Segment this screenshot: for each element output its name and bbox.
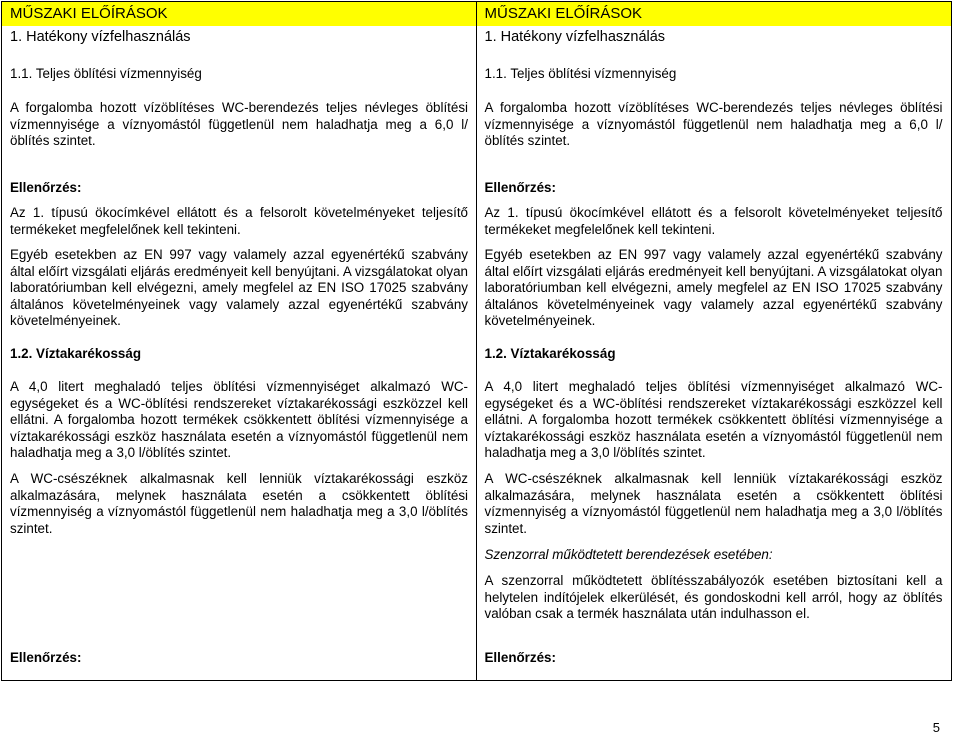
column-title: MŰSZAKI ELŐÍRÁSOK (477, 2, 952, 26)
paragraph-2: Az 1. típusú ökocímkével ellátott és a felsorolt követelményeket teljesítő termékeket megfelelőnek kell tekinteni. (484, 205, 943, 237)
column-subtitle: 1. Hatékony vízfelhasználás (10, 29, 191, 45)
check-label-2: Ellenőrzés: (484, 650, 556, 665)
sensor-heading: Szenzorral működtetett berendezések esetében: (484, 547, 773, 562)
section-1-1-heading: 1.1. Teljes öblítési vízmennyiség (484, 66, 677, 81)
paragraph-1: A forgalomba hozott vízöblítéses WC-berendezés teljes névleges öblítési vízmennyisége a víznyomástól függetlenül nem haladhatja meg a 6,0 l/öblítés szintet. (484, 100, 943, 148)
check-label-2: Ellenőrzés: (10, 650, 82, 665)
paragraph-5: A WC-csészéknek alkalmasnak kell lenniük víztakarékossági eszköz alkalmazására, melynek használata esetén a csökkentett öblítési vízmennyiség a víznyomástól függetlenül nem haladhatja meg a 3,0 l/öblítés szintet. (484, 471, 943, 536)
page-number: 5 (932, 720, 940, 735)
paragraph-5: A WC-csészéknek alkalmasnak kell lenniük víztakarékossági eszköz alkalmazására, melynek használata esetén a csökkentett öblítési vízmennyiség a víznyomástól függetlenül nem haladhatja meg a 3,0 l/öblítés szintet. (10, 471, 468, 536)
right-column (477, 2, 952, 680)
paragraph-4: A 4,0 litert meghaladó teljes öblítési vízmennyiséget alkalmazó WC-egységeket és a WC-öblítési rendszereket víztakarékossági eszközzel kell ellátni. A forgalomba hozott termékek csökkentett öblítési vízmennyisége a víztakarékossági eszköz használata esetén a víznyomástól függetlenül nem haladhatja meg a 3,0 l/öblítés szintet. (10, 379, 468, 460)
paragraph-2: Az 1. típusú ökocímkével ellátott és a felsorolt követelményeket teljesítő termékeket megfelelőnek kell tekinteni. (10, 205, 468, 237)
column-title: MŰSZAKI ELŐÍRÁSOK (2, 2, 476, 26)
section-1-2-heading: 1.2. Víztakarékosság (10, 346, 142, 361)
paragraph-4: A 4,0 litert meghaladó teljes öblítési vízmennyiséget alkalmazó WC-egységeket és a WC-öblítési rendszereket víztakarékossági eszközzel kell ellátni. A forgalomba hozott termékek csökkentett öblítési vízmennyisége a víztakarékossági eszköz használata esetén a víznyomástól függetlenül nem haladhatja meg a 3,0 l/öblítés szintet. (484, 379, 943, 460)
criteria-table (1, 1, 952, 681)
paragraph-1: A forgalomba hozott vízöblítéses WC-berendezés teljes névleges öblítési vízmennyisége a víznyomástól függetlenül nem haladhatja meg a 6,0 l/öblítés szintet. (10, 100, 468, 148)
left-column (2, 2, 477, 680)
section-1-2-heading: 1.2. Víztakarékosság (484, 346, 616, 361)
paragraph-3: Egyéb esetekben az EN 997 vagy valamely azzal egyenértékű szabvány által előírt vizsgálati eljárás eredményeit kell benyújtani. A vizsgálatokat olyan laboratóriumban kell elvégezni, amely megfelel az EN ISO 17025 szabvány általános követelményeinek vagy valamely azzal egyenértékű szabvány követelményeinek. (10, 247, 468, 328)
check-label: Ellenőrzés: (10, 180, 82, 195)
paragraph-3: Egyéb esetekben az EN 997 vagy valamely azzal egyenértékű szabvány által előírt vizsgálati eljárás eredményeit kell benyújtani. A vizsgálatokat olyan laboratóriumban kell elvégezni, amely megfelel az EN ISO 17025 szabvány általános követelményeinek vagy valamely azzal egyenértékű szabvány követelményeinek. (484, 247, 943, 328)
section-1-1-heading: 1.1. Teljes öblítési vízmennyiség (10, 66, 202, 81)
paragraph-6: A szenzorral működtetett öblítésszabályozók esetében biztosítani kell a helytelen indítójelek elkerülését, és gondoskodni kell arról, hogy az öblítés valóban csak a termék használata után indulhasson el. (484, 573, 943, 621)
check-label: Ellenőrzés: (484, 180, 556, 195)
column-subtitle: 1. Hatékony vízfelhasználás (484, 29, 666, 45)
